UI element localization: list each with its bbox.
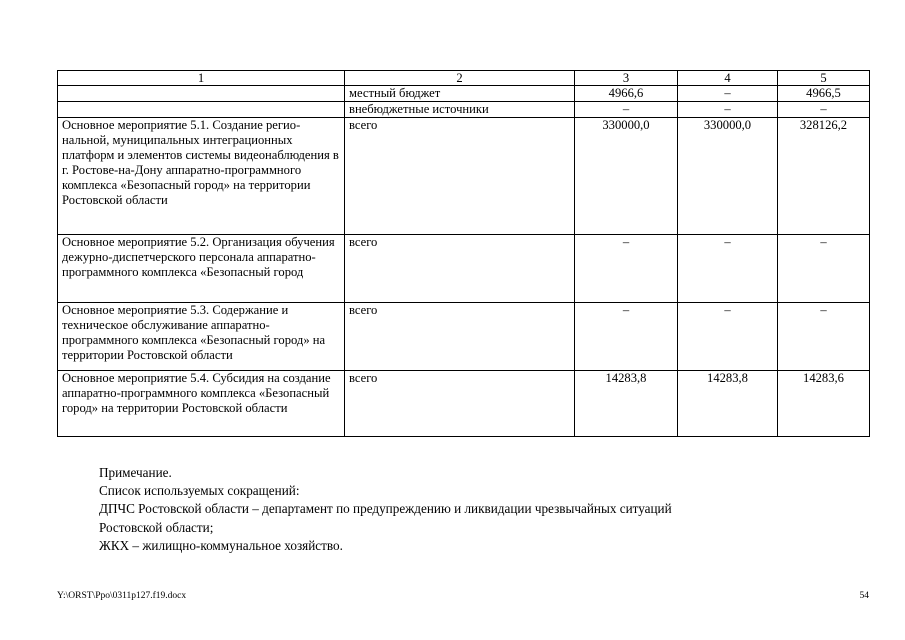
header-cell-2: 2 <box>345 71 575 86</box>
activity-name-cell <box>58 102 345 118</box>
funding-source-cell: всего <box>345 303 575 371</box>
value-cell-col3: 14283,8 <box>575 371 678 437</box>
activity-name-cell: Основное мероприятие 5.3. Содержание и техническое обслуживание аппаратно-программного комплекса «Безопасный город» на территории Ростовской области <box>58 303 345 371</box>
value-cell-col5: – <box>778 102 870 118</box>
table-row <box>58 86 870 102</box>
abbreviation-dpchs: ДПЧС Ростовской области – департамент по предупреждению и ликвидации чрезвычайных ситуаций <box>99 501 672 517</box>
value-cell-col3: – <box>575 102 678 118</box>
header-cell-1: 1 <box>58 71 345 86</box>
value-cell-col4: – <box>678 86 778 102</box>
funding-source-cell: всего <box>345 235 575 303</box>
value-cell-col4: 330000,0 <box>678 118 778 235</box>
budget-table <box>57 70 870 437</box>
table-row <box>58 303 870 371</box>
activity-name-cell: Основное мероприятие 5.2. Организация обучения дежурно-диспетчерского персонала аппаратно-программного комплекса «Безопасный город <box>58 235 345 303</box>
table-row <box>58 118 870 235</box>
header-row <box>58 71 870 86</box>
page-number: 54 <box>859 591 869 601</box>
activity-name-cell: Основное мероприятие 5.4. Субсидия на создание аппаратно-программного комплекса «Безопасный город» на территории Ростовской области <box>58 371 345 437</box>
footer-file-path: Y:\ORST\Ppo\0311p127.f19.docx <box>57 591 187 601</box>
header-cell-4: 4 <box>678 71 778 86</box>
abbreviation-dpchs-continued: Ростовской области; <box>99 519 214 535</box>
header-cell-5: 5 <box>778 71 870 86</box>
abbreviations-heading: Список используемых сокращений: <box>99 483 300 499</box>
header-cell-3: 3 <box>575 71 678 86</box>
value-cell-col5: – <box>778 303 870 371</box>
value-cell-col4: – <box>678 102 778 118</box>
value-cell-col4: – <box>678 235 778 303</box>
funding-source-cell: всего <box>345 371 575 437</box>
value-cell-col3: – <box>575 235 678 303</box>
value-cell-col5: 14283,6 <box>778 371 870 437</box>
value-cell-col5: 4966,5 <box>778 86 870 102</box>
notes-section <box>99 464 799 555</box>
table-row <box>58 235 870 303</box>
value-cell-col3: 330000,0 <box>575 118 678 235</box>
value-cell-col3: – <box>575 303 678 371</box>
note-heading: Примечание. <box>99 465 172 480</box>
activity-name-cell <box>58 86 345 102</box>
funding-source-cell: местный бюджет <box>345 86 575 102</box>
table-row <box>58 102 870 118</box>
value-cell-col4: 14283,8 <box>678 371 778 437</box>
value-cell-col5: – <box>778 235 870 303</box>
funding-source-cell: всего <box>345 118 575 235</box>
funding-source-cell: внебюджетные источники <box>345 102 575 118</box>
value-cell-col3: 4966,6 <box>575 86 678 102</box>
value-cell-col5: 328126,2 <box>778 118 870 235</box>
abbreviation-zhkh: ЖКХ – жилищно-коммунальное хозяйство. <box>99 537 343 553</box>
activity-name-cell: Основное мероприятие 5.1. Создание региональной, муниципальных интеграционных платформ и элементов системы видеонаблюдения в г. Ростове-на-Дону аппаратно-программного комплекса «Безопасный город» на территории Ростовской области <box>58 118 345 235</box>
value-cell-col4: – <box>678 303 778 371</box>
table-row <box>58 371 870 437</box>
